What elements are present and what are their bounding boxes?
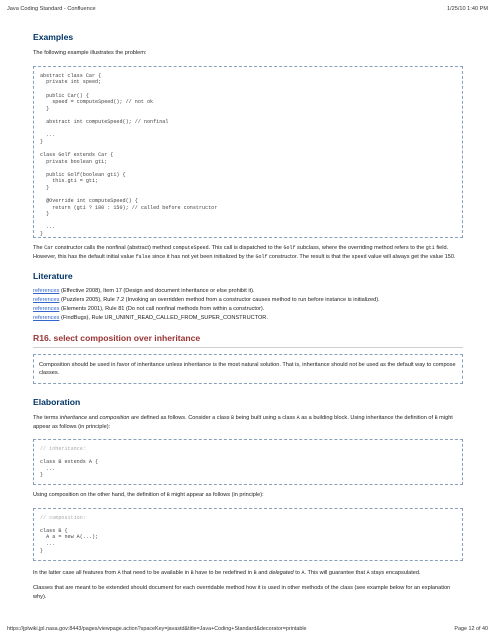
text-run: stays encapsulated. [369,569,421,576]
inline-code: Car [44,244,54,251]
code-line: private boolean gti; [46,158,108,165]
references-link[interactable]: references [33,297,60,304]
code-line: } [40,231,44,238]
text-run: Using composition on the other hand, the definition of [33,491,167,498]
code-line: ... [46,465,56,472]
text-run: that need to be available in [120,569,191,576]
inline-code: A [296,415,300,422]
inline-code: Golf [283,244,296,251]
page-title: Java Coding Standard - Confluence [7,6,96,12]
elaboration-paragraph-3 [33,569,463,578]
elaboration-heading: Elaboration [33,397,81,408]
inline-code: B [190,569,194,576]
references-link[interactable]: references [33,305,60,312]
code-line: this.gti = gti; [52,178,99,185]
references-link[interactable]: references [33,288,60,295]
rule-r16-box [33,354,463,385]
examples-heading: Examples [33,32,74,42]
code-line: speed = computeSpeed(); // not ok [52,99,154,106]
code-line: class B { [40,527,68,534]
code-text [34,509,462,559]
print-header [7,6,488,16]
document-body [33,30,463,602]
elaboration-paragraph-1 [33,414,463,432]
code-line: } [46,211,50,218]
code-line: } [46,184,50,191]
text-run: are defined as follows. Consider a class [129,415,232,422]
text-run: being built using a class [234,415,297,422]
inline-code: A [117,569,121,576]
reference-list [33,287,463,322]
code-line: class Golf extends Car { [40,151,114,158]
text-run: to [293,569,302,576]
text-run: might appear as follows (in principle): [169,491,264,498]
emphasis: composition [99,415,130,422]
page-number: Page 12 of 40 [454,626,488,632]
emphasis: inheritance [59,415,88,422]
code-text [34,440,462,483]
inline-code: A [366,569,370,576]
examples-intro: The following example illustrates the problem: [33,50,147,56]
inline-code: gti [425,244,435,251]
emphasis: delegated [269,569,294,576]
elaboration-paragraph-4: Classes that are meant to be extended should document for each overridable method how it is used in other methods of the class (see example below for an explanation why). [33,585,451,601]
text-run: The terms [33,415,60,422]
code-line: abstract class Car { [40,72,102,79]
code-line: return (gti ? 180 : 150); // called before constructor [52,204,218,211]
inline-code: B [253,569,257,576]
text-run: field. However, this has the default initial value [33,244,449,260]
text-run: constructor calls the nonfinal (abstract) method [53,244,173,251]
reference-text: (FindBugs), Rule UR_UNINIT_READ_CALLED_FROM_SUPER_CONSTRUCTOR. [59,314,268,321]
text-run: have to be redefined in [193,569,254,576]
code-line: // composition: [40,514,86,521]
code-line: abstract int computeSpeed(); // nonfinal [46,118,169,125]
inline-code: speed [351,253,367,260]
references-link[interactable]: references [33,314,60,321]
code-line: // inheritance: [40,445,86,452]
code-line: public Car() { [46,92,89,99]
text-run: . This call is dispatched to the [208,244,284,251]
code-line: A a = new A(...); [46,534,99,541]
code-block-composition [33,508,463,561]
code-line: class B extends A { [40,458,99,465]
explanation-paragraph [33,244,463,262]
reference-text: (Puzzlers 2005), Rule 7.2 (Invoking an overridden method from a constructor causes method to run before instance is initialized). [59,297,380,304]
reference-item [33,287,463,296]
text-run: value will always get the value 150. [366,253,456,260]
inline-code: A [301,569,305,576]
reference-item [33,296,463,305]
code-block-car [33,66,463,238]
code-block-inheritance [33,439,463,485]
text-run: subclass, where the overriding method refers to the [295,244,426,251]
inline-code: B [231,415,235,422]
code-line: ... [46,132,56,139]
reference-text: (Elements 2001), Rule 81 (Do not call nonfinal methods from within a constructor). [59,305,265,312]
code-line: @Override int computeSpeed() { [46,198,138,205]
inline-code: Golf [255,253,268,260]
text-run: might appear as follows (in principle): [33,415,453,430]
code-line: } [40,547,44,554]
inline-code: computeSpeed [172,244,209,251]
elaboration-paragraph-2 [33,491,463,500]
print-date: 1/25/10 1:40 PM [446,6,488,12]
text-run: and [87,415,100,422]
text-run: as a building block. Using inheritance the definition of [299,415,435,422]
code-text [34,67,462,242]
code-line: } [40,138,44,145]
code-line: } [46,105,50,112]
literature-heading: Literature [33,271,73,282]
divider [33,347,463,348]
print-footer [7,626,488,636]
rule-r16-text: Composition should be used in favor of inheritance unless inheritance is the most natural solution. That is, inheritance should not be used as the default way to compose classes. [39,361,456,377]
code-line: } [40,472,44,479]
rule-r16-heading: R16. select composition over inheritance [33,332,201,343]
text-run: constructor. The result is that the [267,253,352,260]
text-run: In the latter case all features from [33,569,118,576]
text-run: The [33,244,45,251]
code-line: public Golf(boolean gti) { [46,171,126,178]
code-line: private int speed; [46,79,102,86]
inline-code: B [434,415,438,422]
page-url: https://jplwiki.jpl.nasa.gov:8443/pages/viewpage.action?spaceKey=javastd&title=Java+Coding+Standard&decorator=printable [7,626,307,632]
code-line: ... [46,540,56,547]
text-run: since it has not yet been initialized by the [150,253,256,260]
reference-item [33,305,463,314]
inline-code: B [166,491,170,498]
text-run: . This will guarantee that [304,569,367,576]
reference-text: (Effective 2008), Item 17 (Design and document inheritance or else prohibit it). [59,288,255,295]
reference-item [33,314,463,323]
code-line: ... [46,224,56,231]
inline-code: false [135,253,151,260]
text-run: and [256,569,270,576]
